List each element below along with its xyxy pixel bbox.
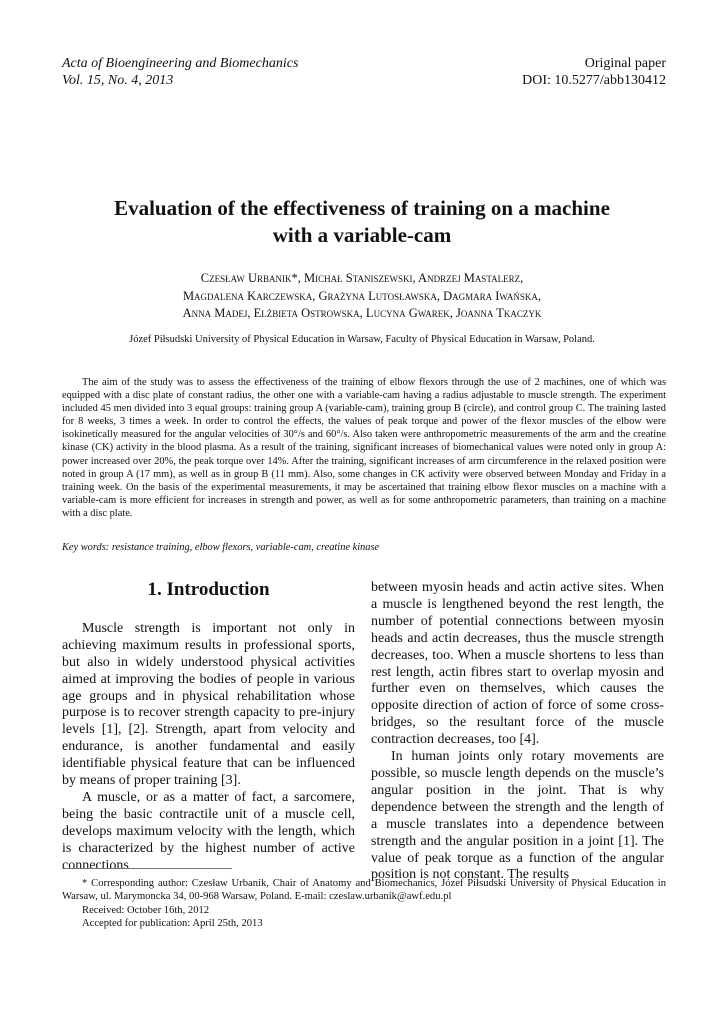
accepted-date: Accepted for publication: April 25th, 2013 [82, 917, 263, 929]
author-line: Anna Madej, Elżbieta Ostrowska, Lucyna Gwarek, Joanna Tkaczyk [182, 306, 542, 320]
journal-name: Acta of Bioengineering and Biomechanics [62, 56, 299, 71]
left-column [62, 580, 355, 875]
author-line: Czesław Urbanik*, Michał Staniszewski, Andrzej Mastalerz, [200, 271, 524, 285]
title-line-1: Evaluation of the effectiveness of training on a machine [114, 196, 610, 220]
doi: DOI: 10.5277/abb130412 [522, 73, 666, 88]
paper-meta [522, 55, 666, 89]
received-date: Received: October 16th, 2012 [82, 904, 210, 916]
paragraph: Muscle strength is important not only in achieving maximum results in professional sports, but also in widely understood physical activities aimed at improving the bodies of people in various age groups and in physical rehabilitation whose purpose is to recover strength capacity to pre-injury levels [1], [2]. Strength, apart from velocity and endurance, is another fundamental and easily identifiable physical feature that can be influenced by means of proper training [3]. [62, 620, 355, 789]
paragraph: A muscle, or as a matter of fact, a sarcomere, being the basic contractile unit of a muscle cell, develops maximum velocity with the length, which is characterized by the highest number of active connections [62, 789, 355, 873]
right-column [371, 580, 664, 884]
paper-title [60, 195, 664, 249]
corresponding-author-note: * Corresponding author: Czesław Urbanik, Chair of Anatomy and Biomechanics, Józef Piłsudski University of Physical Education in Warsaw, ul. Marymoncka 34, 00-968 Warsaw, Poland. E-mail: czeslaw.urbanik@awf.edu.pl [62, 878, 666, 903]
keywords: Key words: resistance training, elbow flexors, variable-cam, creatine kinase [62, 542, 380, 553]
footnote [62, 877, 666, 930]
title-line-2: with a variable-cam [272, 223, 452, 247]
paragraph: In human joints only rotary movements are possible, so muscle length depends on the muscle’s angular position in the joint. That is why dependence between the strength and the length of a muscle translates into a dependence between strength and the angular position in a joint [1]. The value of peak torque as a function of the angular position is not constant. The results [371, 749, 664, 883]
section-heading: 1. Introduction [147, 579, 270, 600]
affiliation: Józef Piłsudski University of Physical Education in Warsaw, Faculty of Physical Education in Warsaw, Poland. [129, 334, 595, 345]
author-list [60, 270, 664, 323]
journal-volume: Vol. 15, No. 4, 2013 [62, 73, 174, 88]
paragraph: between myosin heads and actin active sites. When a muscle is lengthened beyond the rest length, the number of potential connections between myosin heads and actin decreases, thus the muscle strength decreases, too. When a muscle shortens to less than rest length, actin fibres start to overlap myosin and further even on themselves, which causes the opposite direction of action of force of some cross-bridges, so the resultant force of the muscle contraction decreases, too [4]. [371, 580, 664, 748]
author-line: Magdalena Karczewska, Grażyna Lutosławska, Dagmara Iwańska, [182, 288, 542, 303]
journal-header [62, 55, 298, 89]
footnote-divider [62, 868, 232, 869]
abstract: The aim of the study was to assess the effectiveness of the training of elbow flexors through the use of 2 machines, one of which was equipped with a disc plate of constant radius, the other one with a variable-cam having a radius adjustable to muscle strength. The experiment included 45 men divided into 3 equal groups: training group A (variable-cam), training group B (circle), and control group C. The training lasted for 8 weeks, 3 times a week. In order to control the effects, the values of peak torque and power of the flexor muscles of the elbow were isokinetically measured for the angular velocities of 30°/s and 60°/s. Also taken were anthropometric measurements of the arm and the creatine kinase (CK) activity in the blood plasma. As a result of the training, significant increases of biomechanical values were noted only in group A: power increased over 20%, the peak torque over 14%. After the training, significant increases of arm circumference in the relaxed position were noted in group A (17 mm), as well as in group B (11 mm). Also, some changes in CK activity were observed between Monday and Friday in a training week. On the basis of the experimental measurements, it may be ascertained that training elbow flexor muscles on a machine with a variable-cam is more efficient for increases in strength and power, as well as for some anthropometric parameters, than training on a machine with a disc plate. [62, 377, 666, 519]
paper-type: Original paper [584, 56, 666, 71]
